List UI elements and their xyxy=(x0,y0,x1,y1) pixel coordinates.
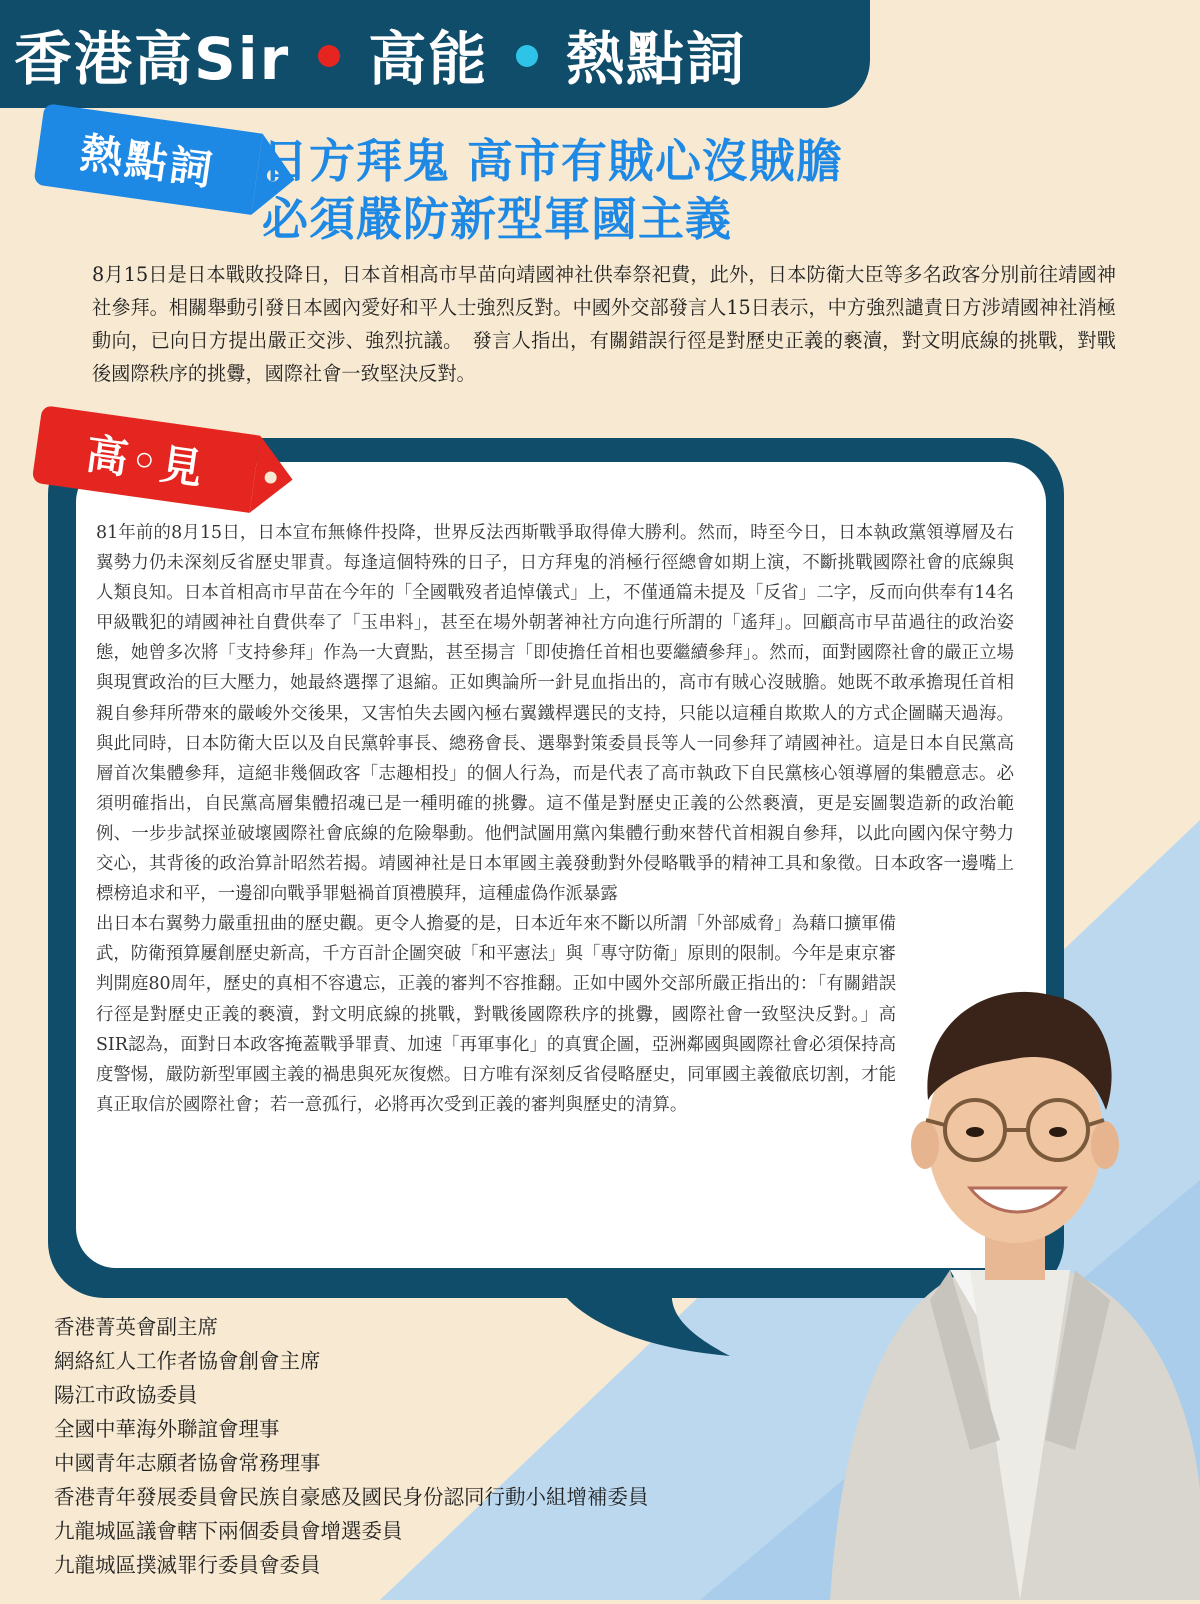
headline xyxy=(262,132,1162,248)
credential-item: 香港菁英會副主席 xyxy=(54,1315,218,1339)
intro-paragraph: 8月15日是日本戰敗投降日，日本首相高市早苗向靖國神社供奉祭祀費，此外，日本防衛大臣等多名政客分別前往靖國神社參拜。相關舉動引發日本國內愛好和平人士強烈反對。中國外交部發言人15日表示，中方強烈譴責日方涉靖國神社消極動向，已向日方提出嚴正交涉、強烈抗議。 發言人指出，有關錯誤行徑是對歷史正義的褻瀆，對文明底線的挑戰，對戰後國際秩序的挑釁，國際社會一致堅決反對。 xyxy=(92,263,1116,385)
credential-item: 九龍城區撲滅罪行委員會委員 xyxy=(54,1553,321,1577)
header-title-part-1: 香港高Sir xyxy=(14,25,291,93)
opinion-body-narrow: 出日本右翼勢力嚴重扭曲的歷史觀。更令人擔憂的是，日本近年來不斷以所謂「外部威脅」為藉口擴軍備武，防衛預算屢創歷史新高，千方百計企圖突破「和平憲法」與「專守防衛」原則的限制。今年是東京審判開庭80周年，歷史的真相不容遺忘，正義的審判不容推翻。正如中國外交部所嚴正指出的：「有關錯誤行徑是對歷史正義的褻瀆，對文明底線的挑戰，對戰後國際秩序的挑釁，國際社會一致堅決反對。」高SIR認為，面對日本政客掩蓋戰爭罪責、加速「再軍事化」的真實企圖，亞洲鄰國與國際社會必須保持高度警惕，嚴防新型軍國主義的禍患與死灰復燃。日方唯有深刻反省侵略歷史，同軍國主義徹底切割，才能真正取信於國際社會；若一意孤行，必將再次受到正義的審判與歷史的清算。 xyxy=(96,914,896,1115)
header-title-part-3: 熱點詞 xyxy=(566,25,747,93)
credential-item: 網絡紅人工作者協會創會主席 xyxy=(54,1349,321,1373)
cyan-dot-icon xyxy=(516,45,538,67)
credential-item: 陽江市政協委員 xyxy=(54,1383,198,1407)
credential-item: 中國青年志願者協會常務理事 xyxy=(54,1451,321,1475)
red-dot-icon xyxy=(318,45,340,67)
author-portrait xyxy=(820,970,1200,1600)
credential-item: 全國中華海外聯誼會理事 xyxy=(54,1417,280,1441)
tag-hole-icon xyxy=(264,471,278,485)
header-title-part-2: 高能 xyxy=(368,25,489,93)
headline-line-2: 必須嚴防新型軍國主義 xyxy=(262,192,732,246)
opinion-tag-label: 高◦見 xyxy=(82,428,209,495)
headline-line-1: 日方拜鬼 高市有賊心沒賊膽 xyxy=(262,134,844,188)
opinion-body-wide: 81年前的8月15日，日本宣布無條件投降，世界反法西斯戰爭取得偉大勝利。然而，時至今日，日本執政黨領導層及右翼勢力仍未深刻反省歷史罪責。每逢這個特殊的日子，日方拜鬼的消極行徑總會如期上演，不斷挑戰國際社會的底線與人類良知。日本首相高市早苗在今年的「全國戰歿者追悼儀式」上，不僅通篇未提及「反省」二字，反而向供奉有14名甲級戰犯的靖國神社自費供奉了「玉串料」，甚至在場外朝著神社方向進行所謂的「遙拜」。回顧高市早苗過往的政治姿態，她曾多次將「支持參拜」作為一大賣點，甚至揚言「即使擔任首相也要繼續參拜」。然而，面對國際社會的嚴正立場與現實政治的巨大壓力，她最終選擇了退縮。正如輿論所一針見血指出的，高市有賊心沒賊膽。她既不敢承擔現任首相親自參拜所帶來的嚴峻外交後果，又害怕失去國內極右翼鐵桿選民的支持，只能以這種自欺欺人的方式企圖瞞天過海。與此同時，日本防衛大臣以及自民黨幹事長、總務會長、選舉對策委員長等人一同參拜了靖國神社。這是日本自民黨高層首次集體參拜，這絕非幾個政客「志趣相投」的個人行為，而是代表了高市執政下自民黨核心領導層的集體意志。必須明確指出，自民黨高層集體招魂已是一種明確的挑釁。這不僅是對歷史正義的公然褻瀆，更是妄圖製造新的政治範例、一步步試探並破壞國際社會底線的危險舉動。他們試圖用黨內集體行動來替代首相親自參拜，以此向國內保守勢力交心，其背後的政治算計昭然若揭。靖國神社是日本軍國主義發動對外侵略戰爭的精神工具和象徵。日本政客一邊嘴上標榜追求和平，一邊卻向戰爭罪魁禍首頂禮膜拜，這種虛偽作派暴露 xyxy=(96,523,1014,905)
hot-word-tag-label: 熱點詞 xyxy=(77,127,218,196)
header-title xyxy=(14,14,746,94)
credential-item: 九龍城區議會轄下兩個委員會增選委員 xyxy=(54,1519,403,1543)
header-bar xyxy=(0,0,870,108)
credential-item: 香港青年發展委員會民族自豪感及國民身份認同行動小組增補委員 xyxy=(54,1485,649,1509)
credentials-list xyxy=(54,1310,874,1582)
